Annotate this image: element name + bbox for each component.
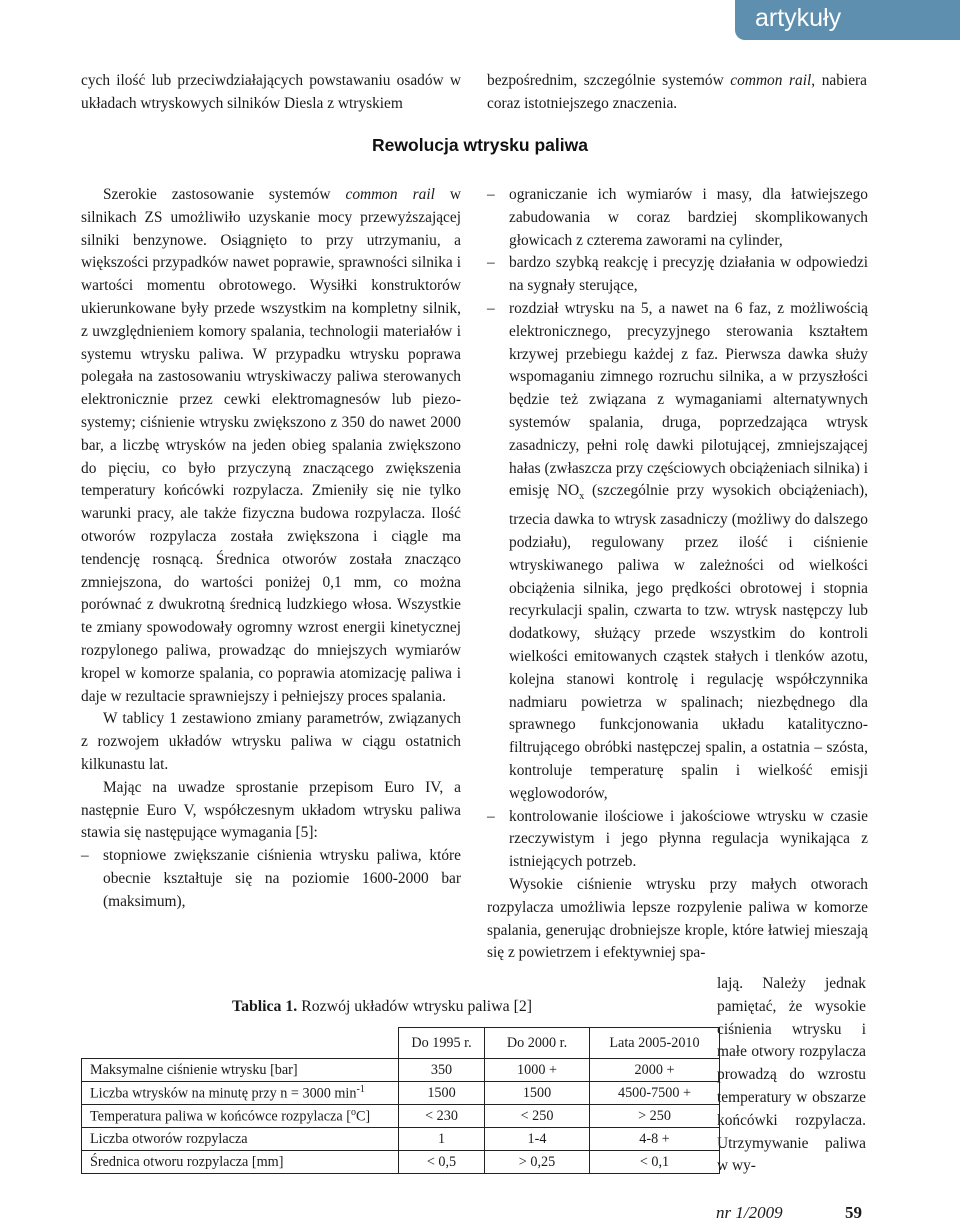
requirement-item-4-text-a: rozdział wtrysku na 5, a nawet na 6 faz, z możliwością elektronicznego, precyzyjnego sterowania kształtem krzywej przebiegu każdej z faz. Pierwsza dawka służy wspomaganiu zimnego rozruchu silnika, a w przyszłości będzie też związana z wymaganiami alternatywnych systemów spalania, druga, poprzedzająca wtrysk zasadniczy, pełni rolę dawki pilotującej, zmniejszającej hałas (zwłaszcza przy częściowych obciążeniach silnika) i emisję NO — [509, 299, 868, 500]
section-tab — [735, 0, 960, 40]
section-tab-label: artykuły — [755, 4, 842, 32]
table-cell: > 250 — [590, 1105, 720, 1128]
table-row-label — [82, 1105, 399, 1128]
table-cell: < 230 — [399, 1105, 485, 1128]
requirement-item-4-sub: x — [579, 491, 585, 503]
table-cell: 1-4 — [485, 1128, 590, 1151]
issue-number: nr 1/2009 — [716, 1203, 783, 1222]
left-p1-italic: common rail — [345, 186, 435, 203]
table-row-label-text: Liczba otworów rozpylacza — [90, 1130, 248, 1147]
section-heading: Rewolucja wtrysku paliwa — [372, 135, 588, 155]
requirement-item-5 — [487, 806, 868, 874]
left-paragraph-1 — [81, 184, 461, 708]
table-row-label — [82, 1082, 399, 1105]
table-row — [82, 1105, 720, 1128]
table-row — [82, 1082, 720, 1105]
left-paragraph-3: Mając na uwadze sprostanie przepisom Euro IV, a następnie Euro V, współczesnym układom wtrysku paliwa stawia się następujące wymagania [5]: — [81, 778, 461, 842]
left-p1-a: Szerokie zastosowanie systemów — [103, 186, 346, 203]
table-header-row — [82, 1028, 720, 1059]
table-cell: > 0,25 — [485, 1151, 590, 1174]
left-column — [81, 184, 461, 914]
table-cell: 4500-7500 + — [590, 1082, 720, 1105]
table-caption-label: Tablica 1. — [232, 998, 298, 1015]
right-column — [487, 184, 868, 965]
requirement-item-4 — [487, 298, 868, 806]
requirement-item-2 — [487, 184, 868, 252]
table-row-label-text: Maksymalne ciśnienie wtrysku [bar] — [90, 1061, 298, 1078]
table-row-label — [82, 1059, 399, 1082]
table-cell: 1000 + — [485, 1059, 590, 1082]
requirement-item-3 — [487, 252, 868, 298]
parameters-table — [81, 1027, 720, 1174]
table-cell: < 0,1 — [590, 1151, 720, 1174]
right-paragraph-4-wrap — [717, 973, 866, 1178]
table-row — [82, 1128, 720, 1151]
table-row-label — [82, 1151, 399, 1174]
table-cell: < 0,5 — [399, 1151, 485, 1174]
continuation-right-text-b: , nabiera coraz istotniejszego znaczenia. — [487, 72, 868, 112]
left-paragraph-2: W tablicy 1 zestawiono zmiany parametrów, związanych z rozwojem układów wtrysku paliwa w ciągu ostatnich kilkunastu lat. — [81, 710, 461, 773]
table-cell: 1500 — [485, 1082, 590, 1105]
page-number: 59 — [845, 1203, 862, 1222]
table-cell: < 250 — [485, 1105, 590, 1128]
requirement-item-3-text: bardzo szybką reakcję i precyzję działania w odpowiedzi na sygnały sterujące, — [509, 254, 868, 295]
table-row — [82, 1059, 720, 1082]
table-row-label-text: Temperatura paliwa w końcówce rozpylacza [ — [90, 1108, 351, 1125]
continuation-left — [81, 70, 461, 116]
continuation-right-text-a: bezpośrednim, szczególnie systemów — [487, 72, 731, 89]
table-row-label-text: Średnica otworu rozpylacza [mm] — [90, 1153, 284, 1170]
requirement-item-2-text: ograniczanie ich wymiarów i masy, dla łatwiejszego zabudowania w coraz bardziej skomplikowanych głowicach z czterema zaworami na cylinder, — [509, 186, 868, 249]
table-cell: 2000 + — [590, 1059, 720, 1082]
continuation-right-paragraph — [487, 70, 867, 116]
table-row — [82, 1151, 720, 1174]
table-cell: 1 — [399, 1128, 485, 1151]
table-row-label — [82, 1128, 399, 1151]
table-cell: 4-8 + — [590, 1128, 720, 1151]
table-header-cell: Do 2000 r. — [485, 1028, 590, 1059]
requirement-item-1-text: stopniowe zwiększanie ciśnienia wtrysku paliwa, które obecnie kształtuje się na poziomie 1600-2000 bar (maksimum), — [103, 847, 461, 910]
left-p1-b: w silnikach ZS umożliwiło uzyskanie mocy przewyższającej silniki benzynowe. Osiągnięto to przy utrzymaniu, a większości przypadków nawet poprawie, sprawności silnika i wartości momentu obrotowego. Wysiłki konstruktorów ukierunkowane były przede wszystkim na kompletny silnik, z uwzględnieniem komory spalania, technologii materiałów i systemu wtrysku paliwa. W przypadku wtrysku poprawa polegała na zastosowaniu wtryskiwaczy paliwa sterowanych elektronicznie przez cewki elektromagnesów lub piezo-systemy; ciśnienie wtrysku zwiększono z 350 do nawet 2000 bar, a liczbę wtrysków na jeden obieg spalania zwiększono do pięciu, co było przyczyną znaczącego zwiększenia temperatury końcówki rozpylacza. Zmieniły się nie tylko warunki pracy, ale także fizyczna budowa rozpylacza. Ilość otworów rozpylacza została zwiększona i ciągle ma tendencję rosnącą. Średnica otworów została znacząco zmniejszona, do wartości poniżej 0,1 mm, co można porównać z dwukrotną średnicą ludzkiego włosa. Wszystkie te zmiany spowodowały ogromny wzrost energii kinetycznej rozpylonego paliwa, prowadząc do mniejszych wymiarów kropel w komorze spalania, co poprawia atomizację paliwa i daje w rezultacie sprawniejszy i pełniejszy proces spalania. — [81, 186, 461, 705]
requirement-item-5-text: kontrolowanie ilościowe i jakościowe wtrysku w czasie rzeczywistym i jego płynna regulacja wynikająca z istniejących potrzeb. — [509, 807, 868, 871]
right-paragraph-4-continuation: lają. Należy jednak pamiętać, że wysokie ciśnienia wtrysku i małe otwory rozpylacza prowadzą do wzrostu temperatury w obszarze końcówki rozpylacza. Utrzymywanie paliwa w wy- — [717, 975, 866, 1175]
table-cell: 350 — [399, 1059, 485, 1082]
table-caption-text: Rozwój układów wtrysku paliwa [2] — [297, 998, 532, 1015]
right-paragraph-4: Wysokie ciśnienie wtrysku przy małych otworach rozpylacza umożliwia lepsze rozpylenie paliwa w komorze spalania, generując drobniejsze krople, które łatwiej mieszają się z powietrzem i efektywniej spa- — [487, 875, 868, 962]
table-row-label-sup: -1 — [356, 1083, 365, 1095]
table-caption — [232, 998, 532, 1016]
table-header-cell: Do 1995 r. — [399, 1028, 485, 1059]
continuation-right-italic: common rail — [730, 72, 812, 89]
table-header-empty — [82, 1028, 399, 1059]
continuation-right — [487, 70, 867, 116]
continuation-left-text: cych ilość lub przeciwdziałających powstawaniu osadów w układach wtryskowych silników Diesla z wtryskiem — [81, 72, 461, 112]
requirement-item-4-text-b: (szczególnie przy wysokich obciążeniach), trzecia dawka to wtrysk zasadniczy (możliwy do dalszego podziału), regulowany przez ilość i ciśnienie wtryskiwanego paliwa w zależności od wielkości obciążenia silnika, jego prędkości obrotowej i stopnia recyrkulacji spalin, czwarta to tzw. wtrysk następczy lub dodatkowy, służący przede wszystkim do kontroli wielkości emitowanych cząstek stałych i tlenków azotu, kolejna stanowi kontrolę i regulację współczynnika nadmiaru powietrza w spalinach; niezbędnego dla sprawnego funkcjonowania układu katalityczno-filtrującego obróbki następczej spalin, a ostatnia – szósta, kontroluje temperaturę spalin i wielkość emisji węglowodorów, — [509, 482, 868, 802]
table-row-label-tail: C] — [355, 1108, 371, 1125]
table-row-label-text: Liczba wtrysków na minutę przy n = 3000 min — [90, 1085, 357, 1102]
table-row-label-sup: o — [350, 1106, 356, 1118]
table-cell: 1500 — [399, 1082, 485, 1105]
requirement-item-1 — [81, 845, 461, 913]
table-header-cell: Lata 2005-2010 — [590, 1028, 720, 1059]
